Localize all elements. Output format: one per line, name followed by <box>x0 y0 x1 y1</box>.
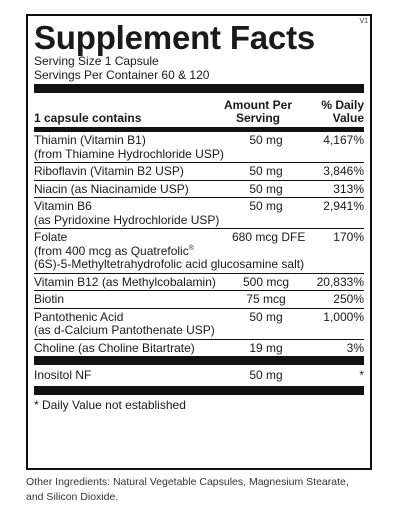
nutrient-name: Choline (as Choline Bitartrate) <box>34 340 195 355</box>
nutrient-dv: 313% <box>333 181 364 196</box>
section-divider <box>34 356 364 365</box>
registered-mark: ® <box>188 244 194 252</box>
nutrient-name: Thiamin (Vitamin B1) <box>34 133 146 147</box>
nutrient-amount: 50 mg <box>249 199 283 213</box>
panel-title: Supplement Facts <box>34 19 316 56</box>
serving-size: Serving Size 1 Capsule <box>34 54 159 68</box>
nutrient-dv: 3,846% <box>323 164 364 178</box>
dv-header-line2: Value <box>332 111 364 125</box>
servings-per-container: Servings Per Container 60 & 120 <box>34 67 210 82</box>
nutrient-name-cell <box>34 311 228 338</box>
supplement-facts-panel <box>26 14 372 470</box>
nutrient-dv: * <box>359 368 364 382</box>
version-label: V1 <box>359 18 368 25</box>
folate-source-text: (from 400 mcg as Quatrefolic <box>34 243 189 258</box>
nutrient-name-cell <box>34 200 228 227</box>
amount-header-line2: Serving <box>235 111 280 125</box>
nutrient-name: Niacin (as Niacinamide USP) <box>34 181 189 196</box>
nutrient-name: Biotin <box>34 292 65 306</box>
footer-divider <box>34 386 364 395</box>
nutrient-amount: 50 mg <box>249 181 283 196</box>
nutrient-row-pantothenic-acid <box>34 309 364 340</box>
nutrient-dv: 1,000% <box>323 309 364 324</box>
nutrient-dv: 4,167% <box>323 133 364 147</box>
nutrient-dv: 250% <box>333 292 364 306</box>
nutrient-source: (as Pyridoxine Hydrochloride USP) <box>34 212 220 227</box>
nutrient-name: Riboflavin (Vitamin B2 USP) <box>34 164 184 178</box>
nutrient-row-niacin <box>34 181 364 199</box>
nutrient-amount: 50 mg <box>249 133 283 147</box>
table-header <box>34 93 364 127</box>
nutrient-row-vitamin-b6 <box>34 198 364 229</box>
footnote: * Daily Value not established <box>34 397 186 412</box>
nutrient-name-cell <box>34 134 228 161</box>
nutrient-dv: 3% <box>346 340 364 355</box>
nutrient-row-riboflavin <box>34 163 364 181</box>
other-ingredients <box>26 475 386 505</box>
contains-header: 1 capsule contains <box>34 111 142 125</box>
nutrient-row-thiamin <box>34 132 364 163</box>
nutrient-dv: 20,833% <box>316 274 364 289</box>
nutrient-row-biotin <box>34 291 364 309</box>
nutrient-row-choline <box>34 340 364 357</box>
amount-header-line1: Amount Per <box>223 98 292 112</box>
dv-header <box>296 99 364 125</box>
nutrient-amount: 50 mg <box>249 164 283 178</box>
nutrient-name: Vitamin B6 <box>34 199 92 213</box>
nutrient-name: Vitamin B12 (as Methylcobalamin) <box>34 274 216 289</box>
other-ingredients-line1: Other Ingredients: Natural Vegetable Capsules, Magnesium Stearate, <box>26 476 349 488</box>
dv-header-line1: % Daily <box>321 98 364 112</box>
nutrient-name: Inositol NF <box>34 368 92 382</box>
nutrient-source: (from Thiamine Hydrochloride USP) <box>34 146 224 161</box>
nutrient-source-detail: (6S)-5-Methyltetrahydrofolic acid glucosamine salt) <box>34 257 305 271</box>
nutrient-amount: 680 mcg DFE <box>232 230 306 244</box>
nutrient-source <box>34 245 364 259</box>
nutrient-row-inositol <box>34 365 364 384</box>
nutrient-amount: 500 mcg <box>242 274 290 289</box>
other-ingredients-line2: and Silicon Dioxide. <box>26 491 119 503</box>
nutrient-amount: 19 mg <box>249 340 283 355</box>
nutrient-dv: 2,941% <box>323 199 364 213</box>
amount-header <box>220 99 296 125</box>
nutrient-row-folate <box>34 229 364 274</box>
nutrient-source: (as d-Calcium Pantothenate USP) <box>34 323 215 337</box>
nutrient-name: Folate <box>34 230 68 244</box>
nutrient-row-vitamin-b12 <box>34 274 364 292</box>
folate-top-line <box>34 231 364 245</box>
nutrient-amount: 50 mg <box>249 309 283 324</box>
nutrient-dv: 170% <box>333 230 364 244</box>
nutrient-name: Pantothenic Acid <box>34 309 124 324</box>
thick-divider <box>34 84 364 93</box>
nutrient-amount: 50 mg <box>249 368 283 382</box>
nutrient-amount: 75 mcg <box>246 292 286 306</box>
